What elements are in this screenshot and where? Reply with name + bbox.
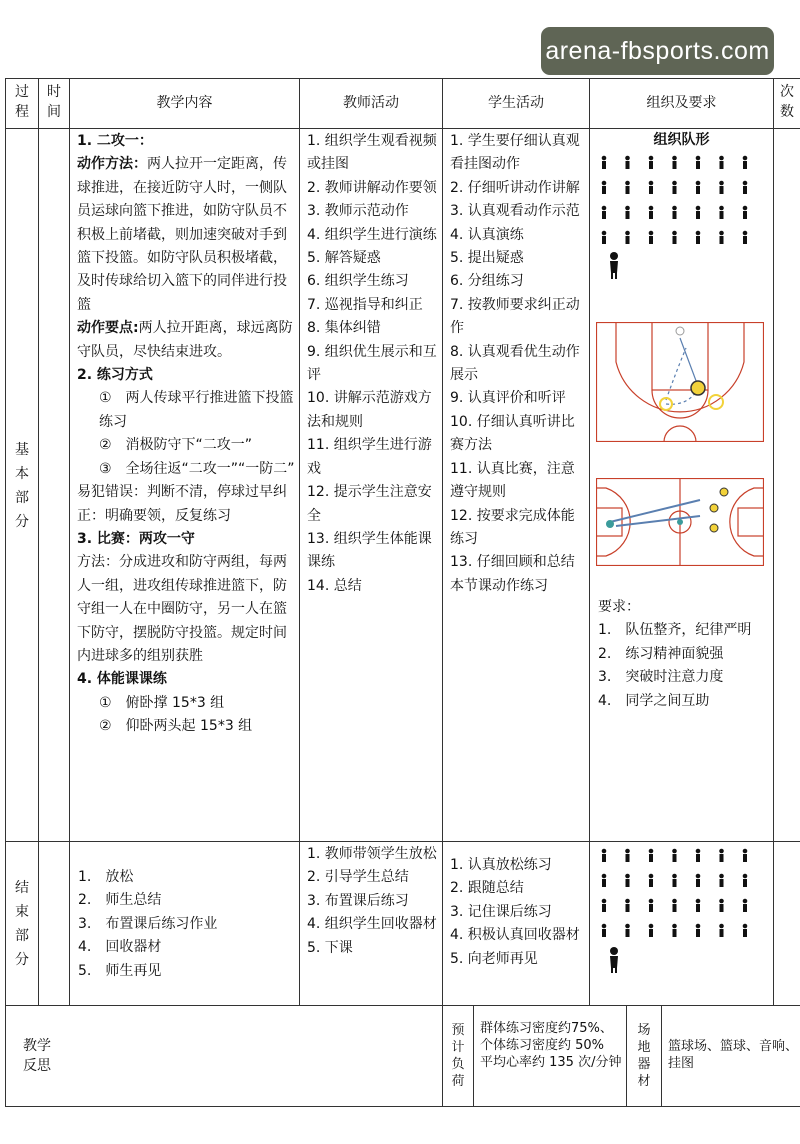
student-figure-icon	[649, 899, 654, 912]
formation-title: 组织队形	[653, 132, 710, 148]
list-item: 1. 学生要仔细认真观看挂图动作	[450, 133, 580, 173]
list-item: 3. 记住课后练习	[450, 903, 552, 920]
content-item: ① 两人传球平行推进篮下投篮练习	[99, 390, 294, 430]
student-figure-icon	[649, 156, 654, 169]
student-figure-icon	[625, 156, 630, 169]
list-item: 9. 认真评价和听评	[450, 390, 566, 407]
list-item: 1. 组织学生观看视频或挂图	[307, 133, 437, 173]
list-item: 2. 练习精神面貌强	[598, 645, 724, 662]
end-content-list	[78, 866, 296, 983]
header-student: 学生活动	[488, 95, 544, 111]
list-item: 3. 布置课后练习作业	[78, 915, 218, 932]
student-figure-icon	[743, 231, 748, 244]
list-item: 1. 认真放松练习	[450, 857, 552, 873]
list-item: 4. 组织学生回收器材	[307, 916, 437, 933]
list-item: 10. 仔细认真听讲比赛方法	[450, 413, 575, 454]
student-figure-icon	[649, 874, 654, 887]
content-item: 2. 练习方式	[77, 367, 153, 384]
student-figure-icon	[743, 206, 748, 219]
list-item: 1. 放松	[78, 869, 134, 885]
list-item: 2. 引导学生总结	[307, 869, 409, 886]
list-item: 5. 师生再见	[78, 962, 162, 979]
end-formation-diagram	[596, 845, 768, 975]
list-item: 2. 仔细听讲动作讲解	[450, 179, 580, 196]
list-item: 1. 教师带领学生放松	[307, 846, 437, 862]
venue-text: 篮球场、篮球、音响、挂图	[668, 1039, 799, 1071]
list-item: 12. 提示学生注意安全	[307, 484, 432, 524]
list-item: 4. 同学之间互助	[598, 692, 710, 709]
student-figure-icon	[696, 206, 701, 219]
content-item: 3. 比赛：两攻一守	[77, 530, 195, 547]
list-item: 8. 认真观看优生动作展示	[450, 343, 580, 384]
content-item: 方法：分成进攻和防守两组，每两人一组，进攻组传球推进篮下，防守组一人在中圈防守，另一人在篮下防守，摆脱防守投篮。规定时间内进球多的组别获胜	[77, 554, 287, 664]
formation-diagram	[596, 150, 768, 290]
student-figure-icon	[649, 924, 654, 937]
content-item: ③ 全场往返“二攻一”“一防二”	[99, 460, 295, 477]
list-item: 11. 认真比赛，注意遵守规则	[450, 460, 575, 501]
end-teacher-list	[307, 843, 437, 960]
student-figure-icon	[743, 924, 748, 937]
list-item: 8. 集体纠错	[307, 320, 381, 337]
list-item: 11. 组织学生进行游戏	[307, 437, 432, 477]
student-figure-icon	[625, 924, 630, 937]
student-figure-icon	[743, 874, 748, 887]
student-figure-icon	[625, 206, 630, 219]
content-item: 1. 二攻一：	[77, 133, 153, 149]
list-item: 7. 按教师要求纠正动作	[450, 296, 580, 337]
list-item: 13. 组织学生体能课课练	[307, 530, 432, 571]
list-item: 7. 巡视指导和纠正	[307, 296, 423, 313]
student-figure-icon	[602, 874, 607, 887]
student-figure-icon	[649, 849, 654, 862]
student-figure-icon	[672, 899, 677, 912]
list-item: 5. 下课	[307, 939, 353, 956]
student-figure-icon	[672, 874, 677, 887]
list-item: 4. 认真演练	[450, 226, 524, 243]
list-item: 13. 仔细回顾和总结本节课动作练习	[450, 554, 575, 594]
list-item: 10. 讲解示范游戏方法和规则	[307, 390, 432, 430]
student-figure-icon	[719, 924, 724, 937]
list-item: 2. 师生总结	[78, 892, 162, 909]
student-figure-icon	[719, 181, 724, 194]
end-section-label: 结 束 部 分	[15, 880, 29, 968]
basic-teacher-list	[307, 130, 437, 598]
student-figure-icon	[719, 206, 724, 219]
end-student-list	[450, 854, 584, 971]
student-figure-icon	[672, 924, 677, 937]
load-label: 预 计 负 荷	[451, 1023, 465, 1089]
basic-content	[77, 130, 295, 739]
content-item: 4. 体能课课练	[77, 671, 167, 688]
student-figure-icon	[696, 849, 701, 862]
student-figure-icon	[672, 156, 677, 169]
student-figure-icon	[672, 206, 677, 219]
list-item: 5. 向老师再见	[450, 950, 538, 967]
teacher-figure-icon	[610, 252, 618, 279]
list-item: 4. 回收器材	[78, 939, 162, 956]
student-figure-icon	[602, 849, 607, 862]
list-item: 5. 解答疑惑	[307, 250, 381, 267]
requirements-block	[598, 596, 768, 713]
student-figure-icon	[649, 181, 654, 194]
student-figure-icon	[696, 231, 701, 244]
load-text: 群体练习密度约75%、个体练习密度约 50% 平均心率约 135 次/分钟	[480, 1021, 622, 1070]
list-item: 3. 认真观看动作示范	[450, 203, 580, 220]
student-figure-icon	[743, 899, 748, 912]
list-item: 4. 积极认真回收器材	[450, 927, 580, 944]
student-figure-icon	[719, 156, 724, 169]
student-figure-icon	[719, 874, 724, 887]
basic-student-list	[450, 130, 584, 598]
student-figure-icon	[743, 156, 748, 169]
basic-section-label: 基 本 部 分	[15, 442, 29, 530]
student-figure-icon	[625, 849, 630, 862]
header-count: 次 数	[780, 84, 794, 120]
student-figure-icon	[743, 181, 748, 194]
reflection-label: 教学 反思	[23, 1038, 51, 1074]
student-figure-icon	[602, 231, 607, 244]
student-figure-icon	[672, 231, 677, 244]
student-figure-icon	[625, 874, 630, 887]
student-figure-icon	[649, 206, 654, 219]
header-org: 组织及要求	[646, 95, 717, 111]
student-figure-icon	[696, 156, 701, 169]
content-item: ② 消极防守下“二攻一”	[99, 437, 253, 454]
list-item: 6. 组织学生练习	[307, 273, 409, 290]
student-figure-icon	[602, 899, 607, 912]
content-item: 动作方法：两人拉开一定距离，传球推进，在接近防守人时，一侧队员运球向篮下推进，如防守队员不积极上前堵截，则加速突破对手到篮下投篮。如防守队员积极堵截，及时传球给切入篮下的同伴进行投篮	[77, 156, 287, 313]
list-item: 9. 组织优生展示和互评	[307, 343, 437, 384]
student-figure-icon	[672, 849, 677, 862]
student-figure-icon	[625, 899, 630, 912]
student-figure-icon	[602, 181, 607, 194]
content-item: 易犯错误：判断不清，停球过早纠正：明确要领，反复练习	[77, 484, 287, 524]
student-figure-icon	[719, 849, 724, 862]
list-item: 12. 按要求完成体能练习	[450, 507, 575, 547]
student-figure-icon	[719, 899, 724, 912]
list-item: 14. 总结	[307, 577, 362, 594]
content-item: ① 俯卧撑 15*3 组	[99, 694, 225, 711]
list-item: 1. 队伍整齐，纪律严明	[598, 622, 752, 639]
list-item: 2. 跟随总结	[450, 880, 524, 897]
student-figure-icon	[649, 231, 654, 244]
student-figure-icon	[625, 231, 630, 244]
list-item: 3. 突破时注意力度	[598, 669, 724, 686]
full-court-diagram	[596, 478, 764, 566]
student-figure-icon	[719, 231, 724, 244]
list-item: 6. 分组练习	[450, 273, 524, 290]
venue-label: 场 地 器 材	[637, 1023, 651, 1089]
student-figure-icon	[743, 849, 748, 862]
header-teacher: 教师活动	[343, 95, 399, 111]
half-court-diagram	[596, 322, 764, 442]
content-item: ② 仰卧两头起 15*3 组	[99, 718, 253, 735]
list-item: 3. 教师示范动作	[307, 203, 409, 220]
student-figure-icon	[696, 874, 701, 887]
list-item: 5. 提出疑惑	[450, 250, 524, 267]
list-item: 3. 布置课后练习	[307, 892, 409, 909]
header-content: 教学内容	[156, 95, 213, 111]
student-figure-icon	[696, 924, 701, 937]
student-figure-icon	[602, 924, 607, 937]
list-item: 4. 组织学生进行演练	[307, 226, 437, 243]
student-figure-icon	[672, 181, 677, 194]
student-figure-icon	[602, 156, 607, 169]
student-figure-icon	[696, 899, 701, 912]
list-item: 2. 教师讲解动作要领	[307, 179, 437, 196]
student-figure-icon	[625, 181, 630, 194]
watermark-badge: arena-fbsports.com	[541, 27, 774, 75]
student-figure-icon	[696, 181, 701, 194]
header-time: 时 间	[47, 84, 61, 120]
student-figure-icon	[602, 206, 607, 219]
content-item: 动作要点:两人拉开距离，球远离防守队员，尽快结束进攻。	[77, 320, 293, 360]
header-process: 过 程	[15, 84, 29, 120]
teacher-figure-icon	[610, 947, 618, 973]
requirements-title: 要求：	[598, 599, 640, 615]
